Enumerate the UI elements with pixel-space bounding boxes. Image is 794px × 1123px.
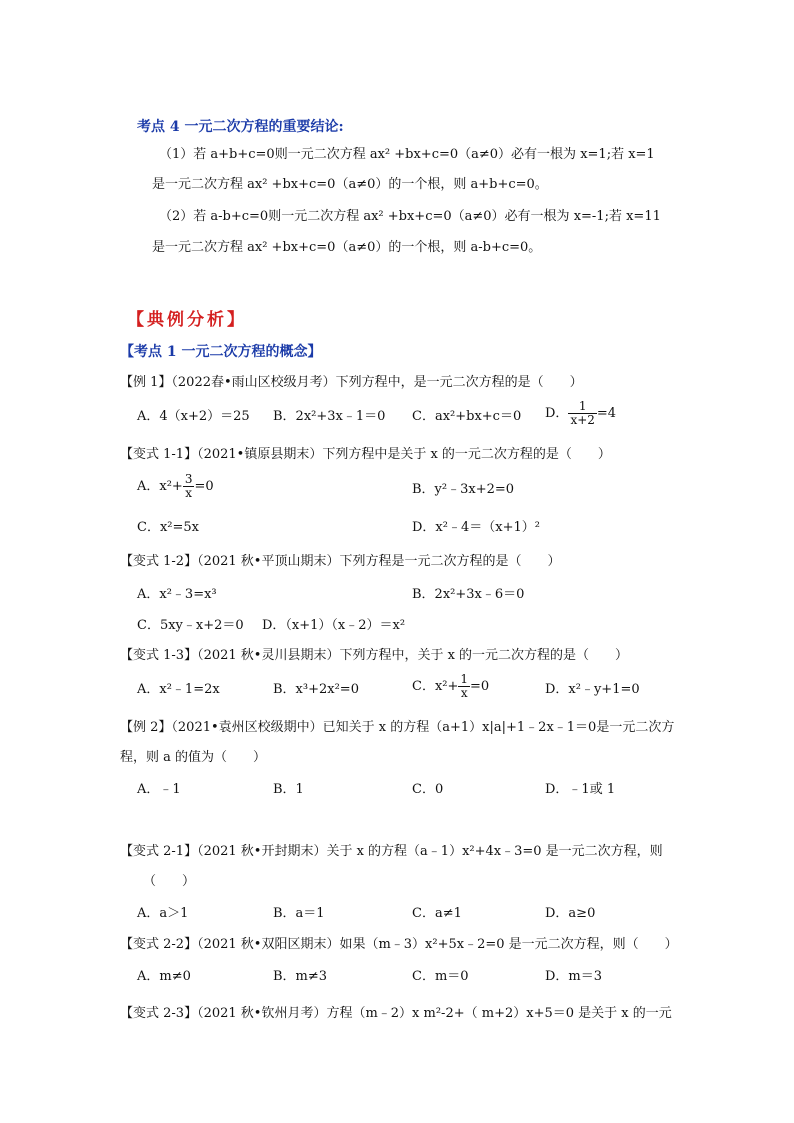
- variant-2-2-option-b: B．m≠3: [273, 969, 328, 984]
- fraction-denominator: x: [460, 686, 468, 700]
- variant-1-1-option-d: D．x²﹣4＝（x+1）²: [412, 520, 540, 535]
- example-1-option-b: B．2x²+3x﹣1＝0: [273, 409, 386, 424]
- example-1-option-d: [545, 400, 616, 427]
- option-c-suffix: =0: [470, 679, 490, 694]
- variant-2-2-option-c: C．m＝0: [412, 969, 469, 984]
- variant-1-2-option-a: A．x²﹣3=x³: [137, 587, 217, 602]
- fraction-numerator: 1: [460, 672, 469, 686]
- kaodian-1-title: 【考点 1 一元二次方程的概念】: [120, 344, 322, 360]
- variant-2-3-question: 【变式 2-3】（2021 秋•钦州月考）方程（m﹣2）x m²-2+（ m+2）x+5＝0 是关于 x 的一元: [120, 1006, 672, 1021]
- variant-2-1-option-c: C．a≠1: [412, 906, 462, 921]
- variant-2-2-question: 【变式 2-2】（2021 秋•双阳区期末）如果（m﹣3）x²+5x﹣2=0 是一元二次方程，则（ ）: [120, 937, 678, 952]
- variant-1-2-option-d: D．（x+1）（x﹣2）＝x²: [262, 618, 406, 633]
- variant-1-1-option-b: B．y²﹣3x+2=0: [412, 482, 515, 497]
- variant-1-3-question: 【变式 1-3】（2021 秋•灵川县期末）下列方程中，关于 x 的一元二次方程的是（ ）: [120, 648, 629, 663]
- variant-2-2-option-a: A．m≠0: [137, 969, 191, 984]
- example-2-option-c: C．0: [412, 782, 444, 797]
- fraction-numerator: 3: [184, 472, 193, 486]
- example-1-option-a: A．4（x+2）＝25: [137, 409, 250, 424]
- variant-2-1-question-line-1: 【变式 2-1】（2021 秋•开封期末）关于 x 的方程（a﹣1）x²+4x﹣3=0 是一元二次方程，则: [120, 844, 663, 859]
- fraction: [183, 473, 195, 500]
- example-2-question-line-2: 程，则 a 的值为（ ）: [120, 750, 267, 765]
- example-1-option-c: C．ax²+bx+c＝0: [412, 409, 522, 424]
- variant-1-3-option-b: B．x³+2x²=0: [273, 682, 359, 697]
- fraction-numerator: 1: [568, 400, 596, 414]
- variant-1-3-option-a: A．x²﹣1=2x: [137, 682, 220, 697]
- example-1-question: 【例 1】（2022春•雨山区校级月考）下列方程中，是一元二次方程的是（ ）: [120, 375, 583, 390]
- variant-1-2-question: 【变式 1-2】（2021 秋•平顶山期末）下列方程是一元二次方程的是（ ）: [120, 554, 561, 569]
- variant-2-1-question-line-2: （ ）: [143, 874, 196, 889]
- option-d-suffix: =4: [596, 406, 617, 421]
- variant-2-1-option-d: D．a≥0: [545, 906, 596, 921]
- section4-title: 考点 4 一元二次方程的重要结论:: [137, 119, 344, 135]
- section4-paragraph-2a: （2）若 a-b+c=0则一元二次方程 ax² +bx+c=0（a≠0）必有一根为 x=-1;若 x=11: [159, 209, 661, 224]
- example-2-option-d: D．﹣1或 1: [545, 782, 616, 797]
- example-2-question-line-1: 【例 2】（2021•袁州区校级期中）已知关于 x 的方程（a+1）x|a|+1﹣2x﹣1＝0是一元二次方: [120, 720, 675, 735]
- option-d-prefix: D．: [545, 406, 569, 421]
- variant-1-3-option-c: [412, 673, 489, 700]
- option-c-prefix: C．x²+: [412, 679, 459, 694]
- fraction: [458, 673, 470, 700]
- typical-examples-banner: 【典例分析】: [127, 310, 247, 330]
- variant-1-1-option-a: [137, 473, 214, 500]
- fraction-denominator: x+2: [570, 413, 595, 427]
- variant-1-1-question: 【变式 1-1】（2021•镇原县期末）下列方程中是关于 x 的一元二次方程的是（ ）: [120, 447, 611, 462]
- fraction: [568, 400, 596, 427]
- example-2-option-a: A．﹣1: [137, 782, 181, 797]
- variant-1-3-option-d: D．x²﹣y+1=0: [545, 682, 640, 697]
- variant-2-1-option-a: A．a＞1: [137, 906, 189, 921]
- section4-paragraph-1b: 是一元二次方程 ax² +bx+c=0（a≠0）的一个根，则 a+b+c=0。: [152, 177, 548, 192]
- variant-1-2-option-c: C．5xy﹣x+2＝0: [137, 618, 244, 633]
- section4-paragraph-2b: 是一元二次方程 ax² +bx+c=0（a≠0）的一个根，则 a-b+c=0。: [152, 240, 542, 255]
- option-a-prefix: A．x²+: [137, 479, 183, 494]
- variant-2-2-option-d: D．m＝3: [545, 969, 603, 984]
- variant-2-1-option-b: B．a＝1: [273, 906, 325, 921]
- example-2-option-b: B．1: [273, 782, 304, 797]
- section4-paragraph-1a: （1）若 a+b+c=0则一元二次方程 ax² +bx+c=0（a≠0）必有一根为 x=1;若 x=1: [159, 147, 655, 162]
- option-a-suffix: =0: [194, 479, 214, 494]
- fraction-denominator: x: [185, 486, 193, 500]
- variant-1-1-option-c: C．x²=5x: [137, 520, 199, 535]
- variant-1-2-option-b: B．2x²+3x﹣6＝0: [412, 587, 525, 602]
